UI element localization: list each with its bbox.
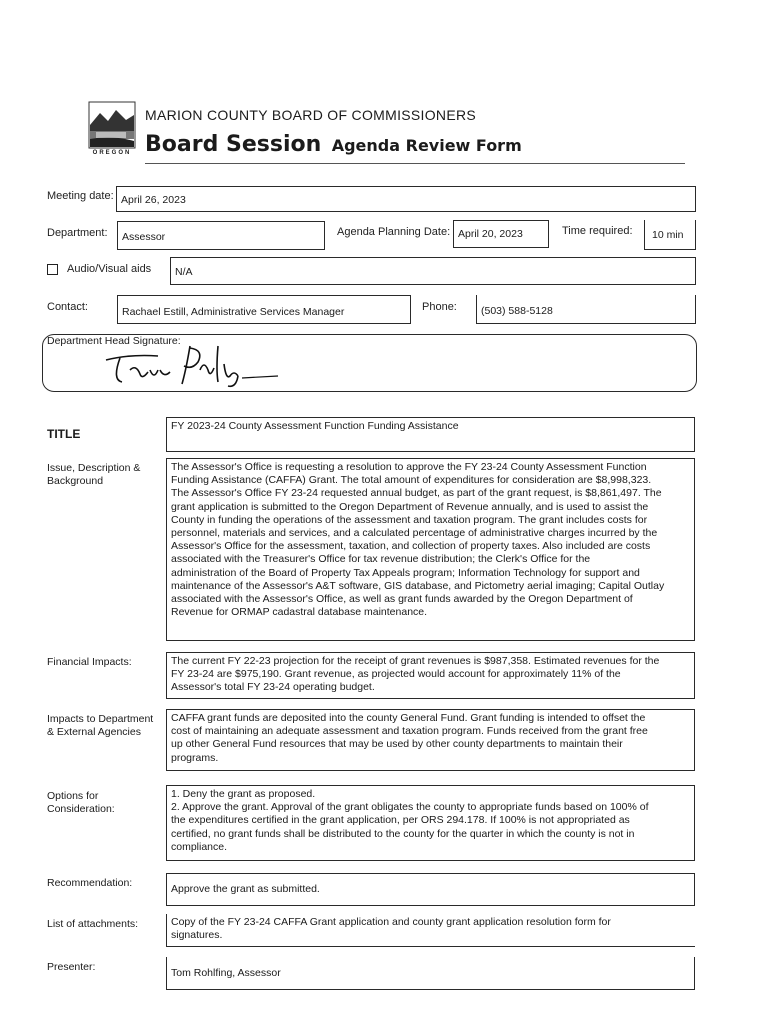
presenter-text[interactable]: Tom Rohlfing, Assessor — [166, 957, 695, 990]
header-rule — [145, 163, 685, 164]
phone-field[interactable]: (503) 588-5128 — [476, 295, 696, 324]
title-field[interactable]: FY 2023-24 County Assessment Function Funding Assistance — [166, 417, 695, 452]
signature-image — [100, 340, 290, 390]
org-name: MARION COUNTY BOARD OF COMMISSIONERS — [145, 107, 477, 123]
logo-state-text: OREGON — [92, 150, 132, 156]
title-section-label: TITLE — [47, 427, 81, 441]
attachments-label: List of attachments: — [47, 918, 139, 930]
planning-date-label: Agenda Planning Date: — [337, 226, 451, 238]
signature-label: Department Head Signature: — [47, 335, 181, 347]
issue-label: Issue, Description & Background — [47, 462, 141, 487]
meeting-date-field[interactable]: April 26, 2023 — [116, 186, 696, 212]
page-title-bold: Board Session — [145, 132, 322, 157]
av-checkbox[interactable] — [47, 264, 58, 275]
options-label: Options for Consideration: — [47, 790, 115, 815]
financial-label: Financial Impacts: — [47, 656, 132, 668]
department-label: Department: — [47, 227, 108, 239]
department-field[interactable]: Assessor — [117, 221, 325, 250]
time-required-field[interactable]: 10 min — [644, 220, 696, 250]
av-label: Audio/Visual aids — [67, 263, 152, 275]
contact-label: Contact: — [47, 301, 88, 313]
meeting-date-label: Meeting date: — [47, 190, 114, 202]
recommendation-text[interactable]: Approve the grant as submitted. — [166, 873, 695, 906]
phone-label: Phone: — [422, 301, 457, 313]
recommendation-label: Recommendation: — [47, 877, 133, 889]
page-title-sub: Agenda Review Form — [331, 136, 522, 155]
impacts-label: Impacts to Department & External Agencies — [47, 713, 154, 738]
issue-text[interactable]: The Assessor's Office is requesting a resolution to approve the FY 23-24 County Assessment Function Funding Assistance (CAFFA) Grant. The total amount of expenditures for consideration are $8,998,323. The Assessor's Office FY 23-24 requested annual budget, as part of the grant request, is $8,861,497. The grant application is submitted to the Oregon Department of Revenue annually, and is used to assist the County in funding the operations of the assessment and taxation program. The grant includes costs for personnel, materials and services, and a calculated percentage of administrative charges incurred by the Assessor's Office for the assessment, taxation, and collection of property taxes. Also included are costs associated with the Treasurer's Office for tax revenue distribution; the Clerk's Office for the administration of the Board of Property Tax Appeals program; Information Technology for support and maintenance of the Assessor's A&T software, GIS database, and Pictometry aerial imaging; Capital Outlay associated with the Assessor's Office, as well as grant funds awarded by the Oregon Department of Revenue for ORMAP cadastral database maintenance. — [166, 458, 695, 641]
planning-date-field[interactable]: April 20, 2023 — [453, 220, 549, 248]
county-logo — [88, 101, 136, 159]
financial-text[interactable]: The current FY 22-23 projection for the receipt of grant revenues is $987,358. Estimated revenues for the FY 23-24 are $975,190. Grant revenue, as projected would account for approximately 11% of the Assessor's total FY 23-24 operating budget. — [166, 652, 695, 699]
impacts-text[interactable]: CAFFA grant funds are deposited into the county General Fund. Grant funding is intended to offset the cost of maintaining an adequate assessment and taxation program. Funds received from the grant free up other General Fund resources that may be used by other county departments to maintain their programs. — [166, 709, 695, 771]
av-field[interactable]: N/A — [170, 257, 696, 285]
attachments-text[interactable]: Copy of the FY 23-24 CAFFA Grant application and county grant application resolution form for signatures. — [166, 914, 695, 947]
options-text[interactable]: 1. Deny the grant as proposed. 2. Approve the grant. Approval of the grant obligates the county to appropriate funds based on 100% of the expenditures certified in the grant application, per ORS 294.178. If 100% is not appropriated as certified, no grant funds shall be distributed to the county for the quarter in which the county is not in compliance. — [166, 785, 695, 861]
time-required-label: Time required: — [562, 225, 633, 237]
contact-field[interactable]: Rachael Estill, Administrative Services Manager — [117, 295, 411, 324]
page-title — [145, 132, 522, 157]
presenter-label: Presenter: — [47, 961, 96, 973]
